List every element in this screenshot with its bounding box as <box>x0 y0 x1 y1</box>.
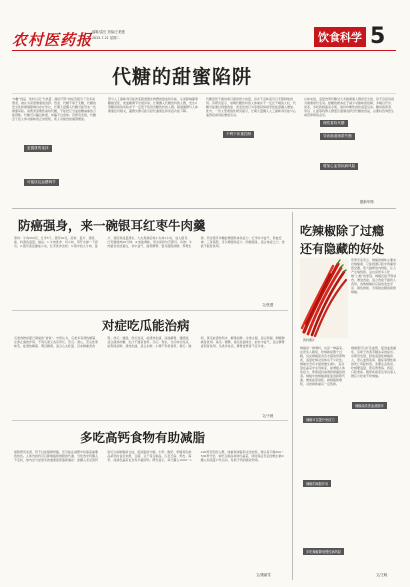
subhead-blood-sugar: 可能扰乱血糖调节 <box>24 179 59 186</box>
chili-col-top <box>351 258 397 344</box>
chili-caption: 资料图片 <box>303 338 316 342</box>
chili-col-right-text: 辣椒素可以扩张血管，促进血液循环，有助于改善手脚冰凉的症状。有研究发现，经常适量吃辣椒的人，患心血管疾病、癌症等慢性病的死亡风险较低。需要注意的是，吃辣要适量，患有胃溃疡、痔疮、口腔溃疡、眼部疾病者及孕妇等人群应少吃或不吃辣椒。 <box>351 346 397 378</box>
beef-soup-text: 原料：牛肉300克，红枣5个，银耳20克，淀粉、姜片、葱段、盐、料酒各适量。做法：1.牛肉洗净，切小块，用开水焯一下捞出；2.银耳泡发撕成小朵，红枣洗净去核；3.锅中放入牛肉、姜片、葱段和适量清水，大火煮沸后转小火炖1小时，加入银耳、红枣继续炖20分钟；4.加盐调味，用水淀粉勾芡即可。功效：牛肉富含优质蛋白，补中益气、滋养脾胃；银耳滋阴润肺、养胃生津，所含银耳多糖能增强机体免疫力；红枣补中益气、养血安神。三者搭配，可以增强免疫力、防癌强身，适合体虚乏力、食欲不振者食用。 <box>14 236 285 248</box>
main-col-4 <box>304 97 396 197</box>
melons-author: 文/于晨 <box>262 414 274 418</box>
main-col-4-text: 总体来说，适量食用代糖对大多数健康人群是安全的，但不宜将其视为健康的代名词。控糖的根本在于减少对甜味的依赖，多喝白开水、淡茶，多吃新鲜蔬菜水果，保持均衡饮食和适量运动。糖尿病患者、孕妇、儿童等特殊人群更应谨慎选择含代糖的食品，必要时咨询医生或营养师的意见。 <box>304 97 395 117</box>
chili-col-left-text: 辣椒是一种调料，也是一种蔬菜。在很多人眼里，吃辣就是图个过瘾，其实辣椒里含有丰富的营养物质，适量吃辣对身体有不少好处。辣椒中含有丰富的维生素C，其含量在蔬菜中名列前茅，能增强人体免疫力，帮助抵抗病毒和细菌的侵袭。辣椒中的辣椒素能促进新陈代谢，增加能量消耗，抑制脂肪堆积，对控制体重有一定帮助。 <box>300 346 346 386</box>
subhead-rational: 理性看待代糖 <box>320 120 348 127</box>
subhead-gut: 导致肠道菌群失衡 <box>320 133 355 140</box>
subhead-weight: 不利于体重控制 <box>223 131 254 138</box>
article-title-calcium: 多吃高钙食物有助减脂 <box>80 430 206 445</box>
melons-body <box>14 336 286 412</box>
calcium-text: 最新研究发现，钙不仅能强健骨骼，还可能在减肥中扮演着重要的角色。人体内的钙可以影响脂肪细胞的代谢，当饮食中钙摄入不足时，体内会分泌更多的激素促使脂肪储存；而摄入充足的钙则可以抑制脂肪合成，促进脂肪分解。牛奶、酸奶、奶酪等乳制品是钙的良好来源，豆腐、豆干等豆制品，以及芝麻、虾皮、海带、深绿色蔬菜也含有丰富的钙。研究显示，每天摄入1000～1200毫克钙的人群，体重和体脂率往往较低。建议每天喝300～500毫升奶，常吃豆制品和绿叶蔬菜，同时保证充足的维生素D摄入和适量户外运动，有助于钙的吸收利用。 <box>14 450 285 462</box>
section-label: 饮食科学 <box>314 27 366 47</box>
header-rule <box>12 50 396 51</box>
divider-2 <box>12 310 288 311</box>
main-col-3 <box>206 97 296 205</box>
chili-col-left <box>300 346 346 576</box>
chili-col-top-text: 营养学家表示，辣椒的辣味主要来自辣椒素，它能刺激口腔中的痛觉感受器，使大脑释放内啡肽，让人产生愉悦感。这也是很多人吃辣“上瘾”的原因。辣椒还能开胃消食，增进食欲，适合食欲不振的人食用。选购辣椒时应挑选表皮光亮、颜色鲜艳、无病斑虫眼的新鲜辣椒。 <box>351 258 397 294</box>
article-title-chili-2: 还有隐藏的好处 <box>300 242 385 256</box>
article-title-melons: 对症吃瓜能治病 <box>102 318 190 333</box>
main-col-2 <box>108 97 198 205</box>
melons-text: 瓜类食物是夏日餐桌的“常客”。中医认为，瓜类多有清热解暑、生津止渴的作用，不同瓜类又各有所长。苦瓜：清心，苦瓜性寒味苦，能清热解暑、明目解毒，适合心火旺盛、目赤肿痛者食用。丝瓜：通络，丝瓜性凉，能清热化痰、凉血解毒、通经络，适合痰热咳嗽、乳汁不通者食用。冬瓜：利水，冬瓜味甘性凉，能利尿消肿、清热化痰，适合水肿、小便不利者食用。黄瓜：除烦，黄瓜能清热利水、解毒消肿、生津止渴，适合烦渴、咽喉肿痛者食用。南瓜：健脾，南瓜性温味甘，能补中益气，适合脾胃虚弱者食用。瓜类多性凉，脾胃虚寒者不宜多食。 <box>14 336 285 348</box>
masthead: 农村医药报 <box>12 31 93 49</box>
beef-soup-body <box>14 236 286 302</box>
chili-col-right <box>351 346 397 568</box>
editor-line: 编辑/雷岳 美编/王艳蕾 <box>92 30 125 34</box>
calcium-body <box>14 450 286 568</box>
subhead-cardio: 增加心血管疾病风险 <box>320 163 358 170</box>
subhead-chronic: 多吃辣椒降低慢性病风险 <box>303 548 344 555</box>
article-title-sweetener: 代糖的甜蜜陷阱 <box>112 66 253 88</box>
subhead-immunity: 辣椒可以提升免疫力 <box>303 416 338 423</box>
main-col-1-text: “0糖”食品、饮料以其“无热量、甜而不胖”的标签吸引了众多消费者，被认为是更健康的选择。然而，代糖不等于无糖，代糖的安全性和健康影响仍存在争议，长期大量摄入代糖可能带来一些健康风险。消费者需理性看待代糖，不能把它当成控糖减重的万能钥匙。代糖可以骗过味蕾，却骗不过身体。有研究发现，代糖会干扰人体对甜味的正常感知，使人对甜食的渴望增加。 <box>12 97 97 121</box>
chili-author: 文/王晓 <box>376 573 388 577</box>
page-number: 5 <box>370 24 386 49</box>
article-title-beef-soup: 防癌强身，来一碗银耳红枣牛肉羹 <box>18 218 206 233</box>
divider-3 <box>12 420 288 421</box>
main-col-2-text: 部分人工甜味剂可能改变肠道微生物群的组成和功能，从而影响葡萄糖耐受性，使血糖调节出现异常。长期摄入代糖饮料的人群，发生2型糖尿病的风险并不一定低于饮用含糖饮料的人群。肠道菌群与人体健康密切相关，菌群失衡可能引起代谢紊乱和免疫功能下降。 <box>108 97 198 113</box>
beef-soup-author: 文/张澄 <box>262 303 274 307</box>
chili-photo <box>300 258 348 338</box>
calcium-author: 文/康丽雪 <box>256 573 271 577</box>
section-divider <box>12 208 396 209</box>
chili-illustration <box>300 258 348 338</box>
article-title-chili-1: 吃辣椒除了过瘾 <box>300 224 385 238</box>
subhead-circulation: 辣椒能改善血液循环 <box>352 402 387 409</box>
column-rule <box>292 212 293 580</box>
issue-date: 2025.7.21 星期二 <box>92 36 120 40</box>
main-author: 据新华网 <box>360 200 374 204</box>
title-rule <box>12 93 396 94</box>
subhead-healthier: 更健康的选择 <box>24 145 52 152</box>
subhead-fat-loss: 辣椒的减脂作用 <box>303 480 331 487</box>
main-col-3-text: 代糖虽然不提供或只提供很少热量，但并不意味着可以无限制地食用。有研究显示，常喝代糖饮料的人体重并不一定比不喝的人轻，代糖可能通过刺激食欲、改变饮食行为等途径间接导致能量摄入增加。此外，一些大型观察性研究提示，长期大量摄入人工甜味剂可能与心血管疾病风险增加有关。 <box>206 97 296 117</box>
